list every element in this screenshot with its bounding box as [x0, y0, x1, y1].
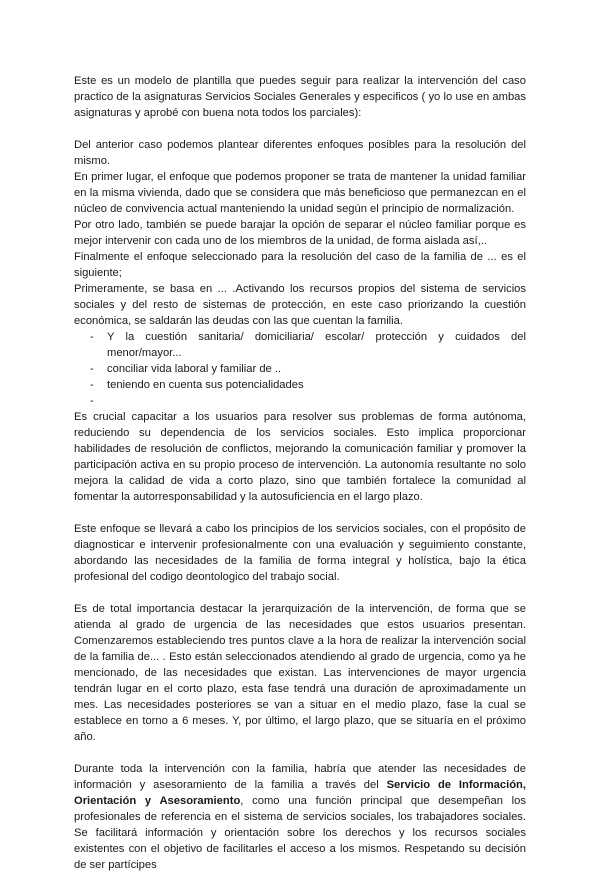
list-item: [74, 361, 526, 377]
bullet-list: [74, 329, 526, 409]
paragraph-spacer: [74, 505, 526, 521]
list-item: [74, 329, 526, 361]
enfoque-llevara-paragraph: Este enfoque se llevará a cabo los principios de los servicios sociales, con el propósito de diagnosticar e intervenir profesionalmente con una evaluación y seguimiento constante, abordando las necesidades de la familia de forma integral y holística, bajo la ética profesional del codigo deontologico del trabajo social.: [74, 523, 526, 583]
durante-paragraph: [74, 761, 526, 873]
service-name-bold: Servicio de Información, Orientación y Asesoramiento: [74, 779, 527, 807]
paragraph-spacer: [74, 121, 526, 137]
primer-lugar-paragraph: En primer lugar, el enfoque que podemos proponer se trata de mantener la unidad familiar en la misma vivienda, dado que se considera que más beneficioso que permanezcan en el núcleo de convivencia actual manteniendo la unidad según el principio de normalización.: [74, 171, 526, 215]
intro-paragraph: Este es un modelo de plantilla que puedes seguir para realizar la intervención del caso practico de la asignaturas Servicios Sociales Generales y especificos ( yo lo use en ambas asignaturas y aprobé con buena nota todos los parciales):: [74, 75, 526, 119]
list-item-text: conciliar vida laboral y familiar de ..: [107, 363, 282, 375]
dash-bullet: -: [90, 379, 94, 391]
list-item-text: teniendo en cuenta sus potencialidades: [107, 379, 304, 391]
paragraph-spacer: [74, 745, 526, 761]
durante-text-start: Durante toda la intervención con la familia, habría que atender las necesidades de información y asesoramiento de la familia a través del: [74, 763, 526, 791]
crucial-paragraph: Es crucial capacitar a los usuarios para resolver sus problemas de forma autónoma, reduciendo su dependencia de los servicios sociales. Esto implica proporcionar habilidades de resolución de conflictos, mejorando la comunicación familiar y promover la participación activa en su propio proceso de intervención. La autonomía resultante no solo mejora la calidad de vida a corto plazo, sino que también fortalece la comunidad al fomentar la autorresponsabilidad y la autosuficiencia en el largo plazo.: [74, 411, 526, 503]
document-body: [74, 73, 526, 873]
dash-bullet: -: [90, 331, 94, 343]
list-item: [74, 393, 526, 409]
jerarquizacion-paragraph: Es de total importancia destacar la jerarquización de la intervención, de forma que se atienda al grado de urgencia de las necesidades que estos usuarios presentan. Comenzaremos estableciendo tres puntos clave a la hora de realizar la intervención social de la familia de... . Esto están seleccionados atendiendo al grado de urgencia, como ya he mencionado, de las necesidades que existan. Las intervenciones de mayor urgencia tendrán lugar en el corto plazo, esta fase tendrá una duración de aproximadamente un mes. Las necesidades posteriores se van a situar en el medio plazo, fase la cual se establece en torno a 6 meses. Y, por último, el largo plazo, que se situaría en el próximo año.: [74, 603, 526, 743]
paragraph-spacer: [74, 585, 526, 601]
finalmente-paragraph: Finalmente el enfoque seleccionado para la resolución del caso de la familia de ... es el siguiente;: [74, 251, 526, 279]
primeramente-paragraph: Primeramente, se basa en ... .Activando los recursos propios del sistema de servicios sociales y del resto de sistemas de protección, en este caso priorizando la cuestión económica, se saldarán las deudas con las que cuentan la familia.: [74, 283, 526, 327]
list-item: [74, 377, 526, 393]
durante-text-end: , como una función principal que desempeñan los profesionales de referencia en el sistema de servicios sociales, los trabajadores sociales. Se facilitará información y orientación sobre los derechos y los recursos sociales existentes con el objetivo de facilitarles el acceso a los mismos. Respetando su decisión de ser partícipes: [74, 795, 526, 871]
dash-bullet: -: [90, 395, 94, 407]
enfoques-paragraph: Del anterior caso podemos plantear diferentes enfoques posibles para la resolución del mismo.: [74, 139, 526, 167]
list-item-text: Y la cuestión sanitaria/ domiciliaria/ escolar/ protección y cuidados del menor/mayor...: [107, 331, 526, 359]
otro-lado-paragraph: Por otro lado, también se puede barajar la opción de separar el núcleo familiar porque es mejor intervenir con cada uno de los miembros de la unidad, de forma aislada así,..: [74, 219, 526, 247]
dash-bullet: -: [90, 363, 94, 375]
